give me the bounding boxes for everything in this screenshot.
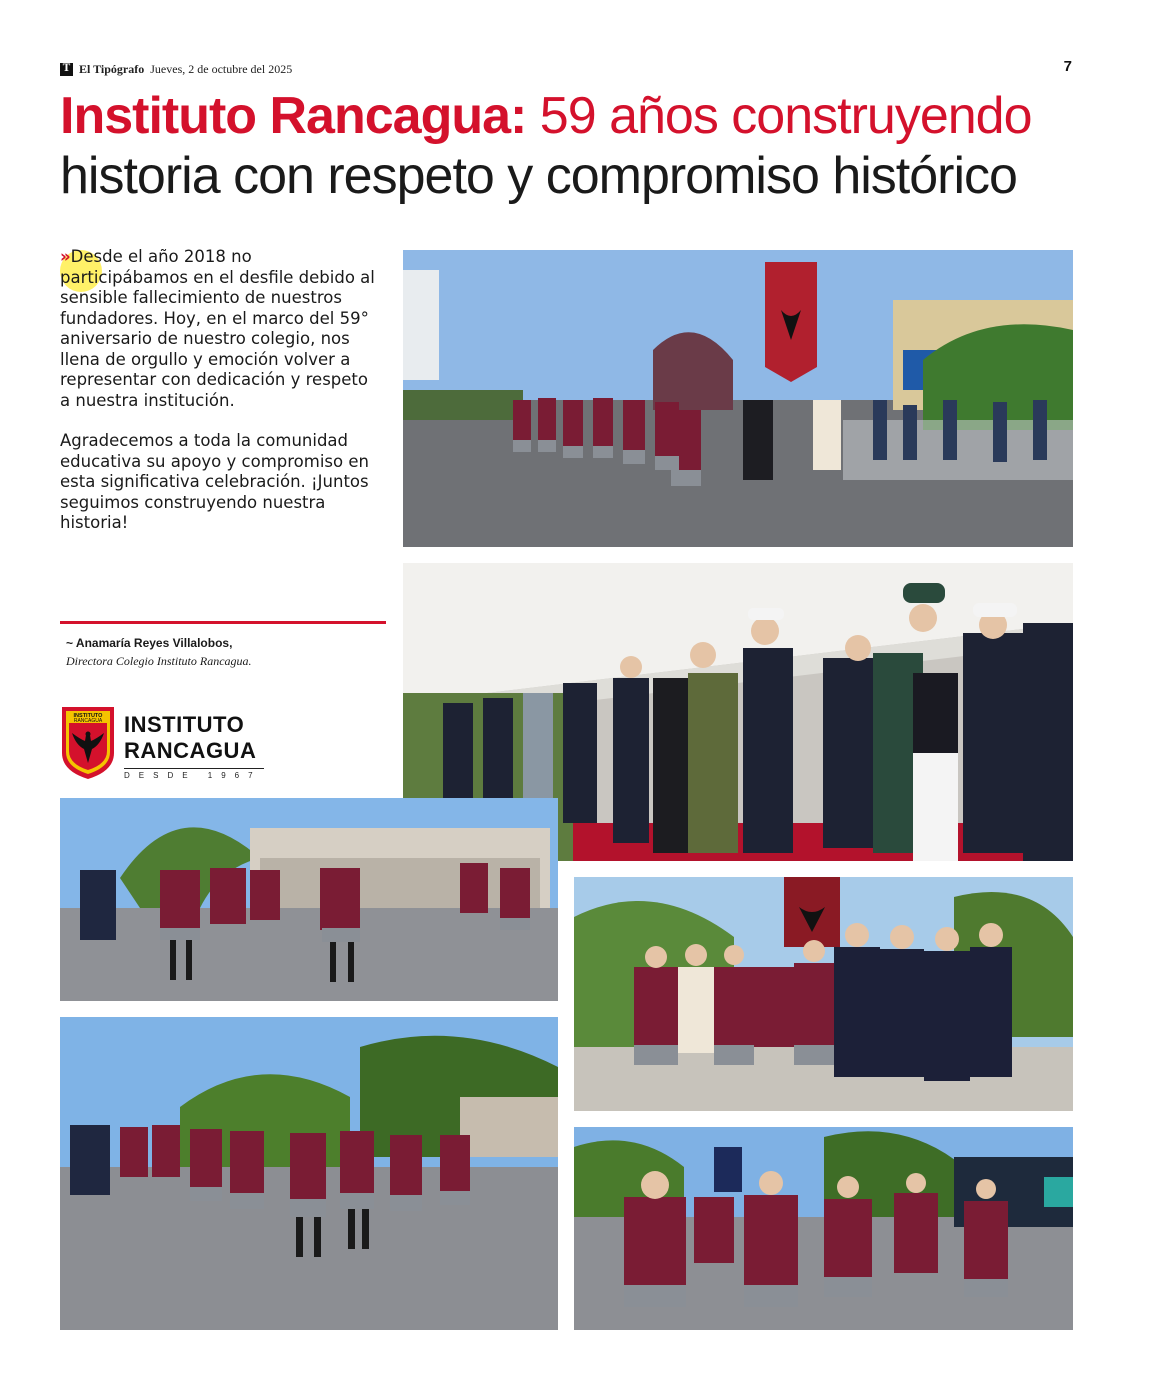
school-name-line-1: INSTITUTO [124, 712, 245, 737]
photo-parade-banner [403, 250, 1073, 547]
photo-marching-street [60, 1017, 558, 1330]
headline [60, 86, 1100, 206]
newspaper-logo-icon: T [60, 63, 73, 76]
newspaper-name: El Tipógrafo [79, 61, 145, 76]
divider-rule [60, 621, 386, 624]
headline-light-part: 59 años construyendo [539, 87, 1032, 145]
school-logo [60, 705, 280, 785]
school-crest-icon [60, 705, 116, 781]
signature [66, 634, 386, 670]
signature-name: ~ Anamaría Reyes Villalobos, [66, 636, 233, 650]
school-name-line-2: RANCAGUA [124, 738, 257, 763]
masthead [60, 60, 292, 78]
marching-palms-image [60, 798, 558, 1001]
parade-banner-image [403, 250, 1073, 547]
headline-bold-part: Instituto Rancagua: [60, 87, 527, 145]
issue-date: Jueves, 2 de octubre del 2025 [150, 61, 293, 76]
article-paragraph-1 [60, 247, 380, 411]
article-paragraph-2: Agradecemos a toda la comunidad educativa su apoyo y compromiso en esta significativa celebración. ¡Juntos seguimos construyendo nuestra historia! [60, 431, 369, 532]
school-founded: DESDE 1967 [124, 768, 264, 780]
photo-marching-palms [60, 798, 558, 1001]
photo-marching-front [574, 1127, 1073, 1330]
crest-text-2: RANCAGUA [73, 718, 103, 724]
quote-mark: » [60, 247, 71, 266]
photo-group-banner [574, 877, 1073, 1111]
group-banner-image [574, 877, 1073, 1111]
marching-front-image [574, 1127, 1073, 1330]
marching-street-image [60, 1017, 558, 1330]
signature-role: Directora Colegio Instituto Rancagua. [66, 654, 252, 668]
paragraph-1-text: Desde el año 2018 no participábamos en el desfile debido al sensible fallecimiento de nuestros fundadores. Hoy, en el marco del 59° aniversario de nuestro colegio, nos llena de orgullo y emoción volver a representar con dedicación y respeto a nuestra institución. [60, 247, 375, 410]
article-body [60, 247, 380, 554]
headline-line-1 [60, 86, 1100, 146]
headline-line-2: historia con respeto y compromiso histórico [60, 147, 1017, 205]
page-number: 7 [1063, 58, 1072, 75]
crest-text-1: INSTITUTO [73, 713, 103, 719]
